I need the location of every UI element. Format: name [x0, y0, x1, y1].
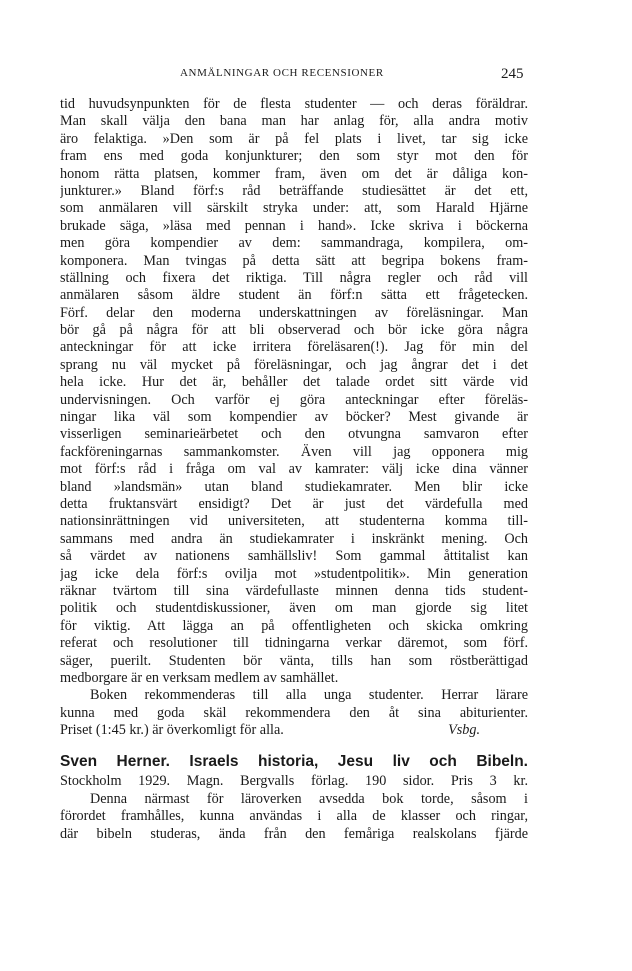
text-line: komponera. Man tvingas på detta sätt att begripa bokens fram-: [60, 252, 528, 269]
text-line: nationsinrättningen vid universiteten, att studenterna komma till-: [60, 513, 528, 530]
review-2-body: [60, 791, 528, 843]
review-2-publication: Stockholm 1929. Magn. Bergvalls förlag. 190 sidor. Pris 3 kr.: [60, 773, 528, 790]
text-line: anteckningar för att icke irritera föreläsaren(!). Jag för min del: [60, 339, 528, 356]
text-line: medborgare är en verksam medlem av samhället.: [60, 669, 339, 686]
text-line: Förf. delar den moderna underskattningen av föreläsningar. Man: [60, 304, 528, 321]
text-line: äro felaktiga. »Den som är på fel plats i livet, tar sig icke: [60, 130, 528, 147]
text-line: politik och studentdiskussioner, även om man gjorde sig litet: [60, 600, 528, 617]
text-line: förordet framhålles, kunna användas i alla de klasser och ringar,: [60, 808, 528, 825]
text-line: sammans med andra än studiekamrater i inskränkt mening. Och: [60, 530, 528, 547]
text-line: junkturer.» Bland förf:s råd beträffande studiesättet är det ett,: [60, 182, 528, 199]
text-line: som anmälaren vill särskilt stryka under: att, som Harald Hjärne: [60, 200, 528, 217]
page-number: 245: [501, 66, 524, 82]
text-line: men göra kompendier av dem: sammandraga, kompilera, om-: [60, 235, 528, 252]
review-signature: Vsbg.: [448, 722, 480, 739]
text-line: detta fruktansvärt ensidigt? Det är just det värdefulla med: [60, 495, 528, 512]
body-text: [60, 96, 528, 843]
text-line: hela icke. Hur det är, behåller det talade ordet sitt värde vid: [60, 374, 528, 391]
text-line: fackföreningarnas sammankomster. Även vill jag opponera mig: [60, 443, 528, 460]
review-2-heading: Sven Herner. Israels historia, Jesu liv och Bibeln.: [60, 753, 528, 771]
text-line: bland »landsmän» utan bland studiekamrater. Men blir icke: [60, 478, 528, 495]
text-line: Denna närmast för läroverken avsedda bok torde, såsom i: [90, 790, 528, 807]
text-line: bör gå på några för att bli observerad och bör icke göra några: [60, 322, 528, 339]
text-line: anmälaren såsom äldre student än förf:n sätta ett frågetecken.: [60, 287, 528, 304]
text-line: kunna med goda skäl rekommendera den åt sina abiturienter.: [60, 704, 528, 721]
text-line: säger, puerilt. Studenten bör vänta, tills han som röstberättigad: [60, 652, 528, 669]
text-line: ställning och fixera det riktiga. Till några regler och råd vill: [60, 269, 528, 286]
text-line: visserligen seminarieärbetet och den otvungna samvaron efter: [60, 426, 528, 443]
text-line: sprang nu väl mycket på föreläsningar, och jag ångrar det i det: [60, 356, 528, 373]
text-line: för viktig. Att lägga an på offentligheten och skicka omkring: [60, 617, 528, 634]
running-head: ANMÄLNINGAR OCH RECENSIONER: [180, 67, 384, 79]
text-line: jag icke dela förf:s ovilja mot »studentpolitik». Min generation: [60, 565, 528, 582]
text-line: ningar lika väl som kompendier av böcker? Mest givande är: [60, 409, 528, 426]
text-line: undervisningen. Och varför ej göra anteckningar efter föreläs-: [60, 391, 528, 408]
price-line: [60, 722, 528, 739]
review-1-body: [60, 96, 528, 687]
text-line: räknar tvärtom till sina värdefullaste minnen denna tids student-: [60, 582, 528, 599]
text-line: så värdet av nationens samhällsliv! Som gammal åttitalist kan: [60, 548, 528, 565]
price-text: Priset (1:45 kr.) är överkomligt för alla.: [60, 722, 284, 739]
text-line: brukade säga, »läsa med pennan i hand». Icke skriva i böckerna: [60, 217, 528, 234]
text-line: referat och resolutioner till tidningarna verkar däremot, som förf.: [60, 635, 528, 652]
text-line: där bibeln studeras, ända från den femåriga realskolans fjärde: [60, 825, 528, 842]
text-line: Man skall välja den bana man har anlag för, alla andra motiv: [60, 113, 528, 130]
text-line: Boken rekommenderas till alla unga studenter. Herrar lärare: [90, 687, 528, 704]
text-line: mot förf:s råd i fråga om val av kamrater: välj icke dina vänner: [60, 461, 528, 478]
text-line: tid huvudsynpunkten för de flesta studenter — och deras föräldrar.: [60, 96, 528, 112]
text-line: fram ens med goda konjunkturer; den som styr mot den för: [60, 148, 528, 165]
review-1-closing: [60, 687, 528, 722]
text-line: honom rätta platsen, kommer fram, även om det är dåliga kon-: [60, 165, 528, 182]
